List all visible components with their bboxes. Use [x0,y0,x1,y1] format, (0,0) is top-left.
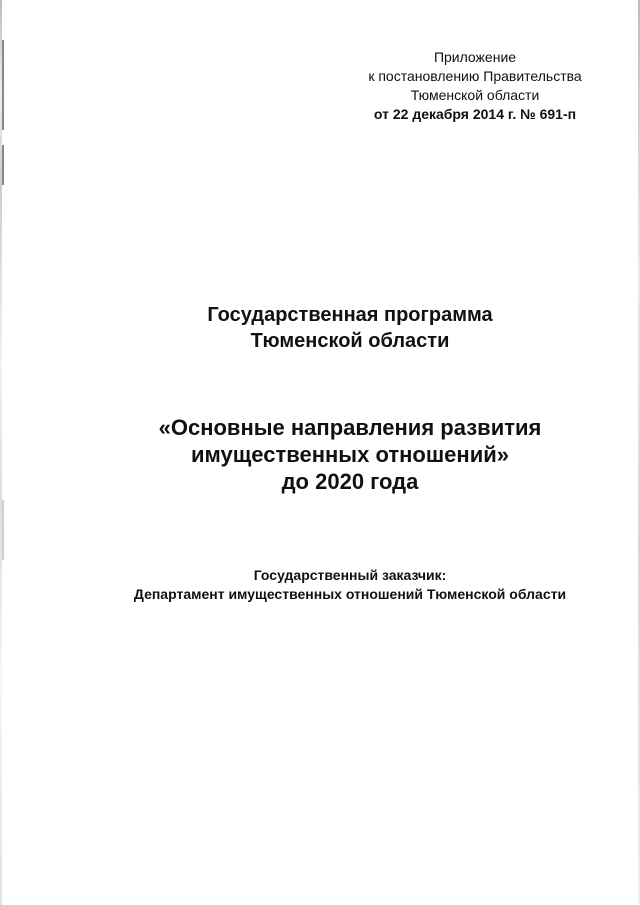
appendix-header [330,48,620,124]
scan-edge-mark [2,500,4,560]
program-name-line-2: имущественных отношений» [191,442,509,467]
appendix-label: Приложение [433,49,517,65]
appendix-date-number: от 22 декабря 2014 г. № 691-п [373,106,577,122]
program-title-line-1: Государственная программа [207,304,493,326]
program-title-line-2: Тюменской области [250,330,450,352]
program-name-line-1: «Основные направления развития [158,415,542,440]
program-title [0,302,640,354]
state-customer [0,566,640,604]
customer-label: Государственный заказчик: [253,567,447,583]
customer-department: Департамент имущественных отношений Тюменской области [133,586,567,602]
appendix-resolution: к постановлению Правительства [368,68,582,84]
program-name-line-3: до 2020 года [281,469,419,494]
scan-edge-mark [2,145,4,185]
appendix-region: Тюменской области [410,87,540,103]
scan-edge-mark [2,40,4,130]
program-name [0,414,640,495]
